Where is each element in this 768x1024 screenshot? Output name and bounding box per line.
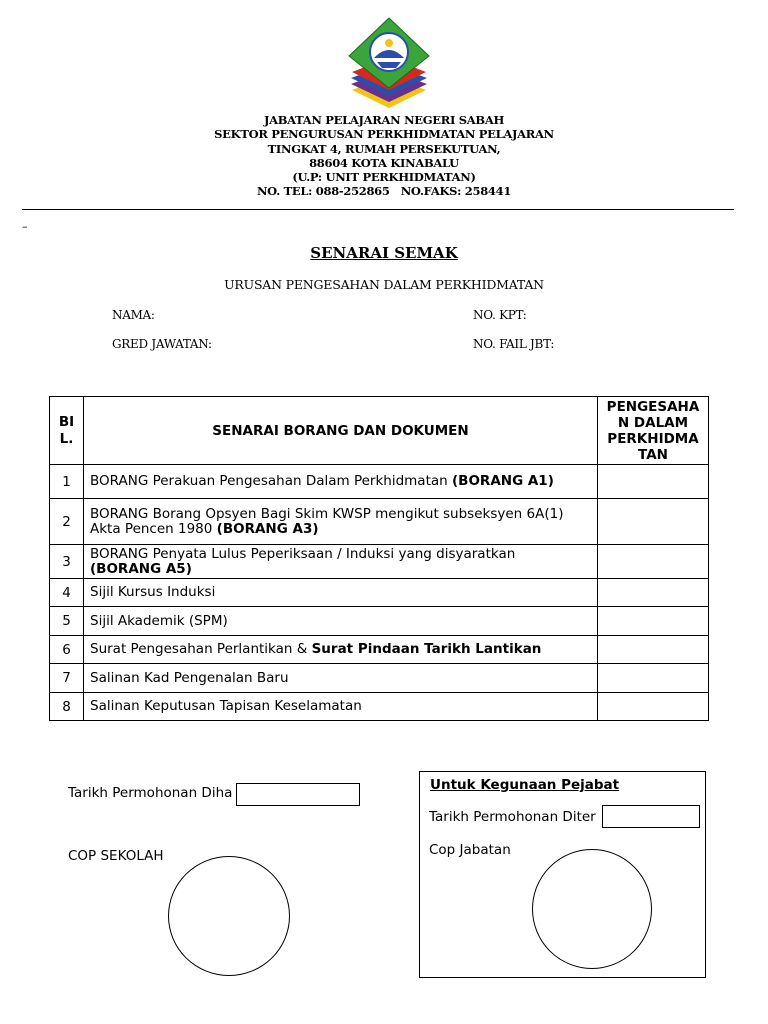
letterhead-line: SEKTOR PENGURUSAN PERKHIDMATAN PELAJARAN	[214, 127, 554, 142]
applicant-date-label: Tarikh Permohonan Diha	[68, 785, 233, 801]
office-use-title: Untuk Kegunaan Pejabat	[430, 777, 620, 793]
row-number: 5	[50, 607, 84, 636]
letterhead-line: NO. TEL: 088-252865 NO.FAKS: 258441	[256, 184, 512, 199]
row-checkbox-cell[interactable]	[598, 664, 709, 693]
header-pengesahan-line: TAN	[638, 446, 668, 463]
row-number: 8	[50, 693, 84, 721]
row-checkbox-cell[interactable]	[598, 545, 709, 579]
row-text: Salinan Kad Pengenalan Baru	[90, 669, 289, 686]
table-header-row	[50, 397, 709, 465]
row-text: Sijil Kursus Induksi	[90, 584, 216, 600]
row-number: 1	[50, 465, 84, 499]
header-divider	[22, 209, 734, 210]
row-checkbox-cell[interactable]	[598, 607, 709, 636]
table-row	[50, 636, 709, 664]
row-bold-text: Surat Pindaan Tarikh Lantikan	[311, 641, 542, 657]
row-text: Surat Pengesahan Perlantikan &	[90, 641, 312, 657]
row-document	[84, 636, 598, 664]
letterhead-line: TINGKAT 4, RUMAH PERSEKUTUAN,	[267, 141, 501, 156]
row-document	[84, 607, 598, 636]
row-text-line2: Akta Pencen 1980	[90, 520, 217, 537]
table-row	[50, 664, 709, 693]
row-number: 6	[50, 636, 84, 664]
row-text: Salinan Keputusan Tapisan Keselamatan	[90, 698, 362, 714]
header-pengesahan-line: PERKHIDMA	[607, 430, 699, 447]
letterhead	[0, 113, 768, 199]
letterhead-line: (U.P: UNIT PERKHIDMATAN)	[292, 170, 476, 185]
row-bold-text: (BORANG A5)	[90, 560, 192, 577]
table-row	[50, 579, 709, 607]
row-checkbox-cell[interactable]	[598, 499, 709, 545]
row-text: BORANG Borang Opsyen Bagi Skim KWSP mengikut subseksyen 6A(1)	[90, 505, 564, 522]
row-text: Sijil Akademik (SPM)	[90, 612, 228, 629]
page-title: SENARAI SEMAK	[310, 244, 458, 262]
field-gred-jawatan: GRED JAWATAN:	[112, 337, 212, 351]
header-pengesahan-line: PENGESAHA	[606, 398, 700, 415]
table-row	[50, 607, 709, 636]
office-stamp-circle	[532, 849, 652, 969]
row-bold-text: (BORANG A1)	[452, 473, 554, 489]
table-row	[50, 545, 709, 579]
header-senarai: SENARAI BORANG DAN DOKUMEN	[84, 397, 598, 465]
table-row	[50, 499, 709, 545]
school-stamp-circle	[168, 856, 290, 976]
row-number: 3	[50, 545, 84, 579]
row-document	[84, 664, 598, 693]
header-bil-line: L.	[59, 430, 74, 447]
field-no-kpt: NO. KPT:	[473, 308, 527, 322]
row-document	[84, 465, 598, 499]
header-bil	[50, 397, 84, 465]
header-bil-line: BI	[58, 413, 75, 430]
row-document	[84, 545, 598, 579]
field-nama: NAMA:	[112, 308, 155, 322]
row-document	[84, 693, 598, 721]
office-date-input[interactable]	[602, 805, 700, 828]
row-number: 7	[50, 664, 84, 693]
header-pengesahan	[598, 397, 709, 465]
field-no-fail: NO. FAIL JBT:	[473, 337, 555, 351]
row-checkbox-cell[interactable]	[598, 579, 709, 607]
row-checkbox-cell[interactable]	[598, 636, 709, 664]
checklist-table	[49, 396, 709, 721]
row-text: BORANG Perakuan Pengesahan Dalam Perkhidmatan	[90, 473, 452, 489]
letterhead-line: 88604 KOTA KINABALU	[309, 155, 459, 170]
row-number: 4	[50, 579, 84, 607]
row-checkbox-cell[interactable]	[598, 465, 709, 499]
row-checkbox-cell[interactable]	[598, 693, 709, 721]
office-date-label: Tarikh Permohonan Diter	[429, 809, 596, 825]
row-document	[84, 499, 598, 545]
row-number: 2	[50, 499, 84, 545]
row-bold-text: (BORANG A3)	[216, 520, 319, 537]
office-use-box	[419, 771, 706, 978]
table-row	[50, 693, 709, 721]
row-document	[84, 579, 598, 607]
divider-dash: –	[22, 220, 28, 233]
header-pengesahan-line: N DALAM	[617, 414, 689, 431]
letterhead-line: JABATAN PELAJARAN NEGERI SABAH	[263, 113, 505, 127]
row-text: BORANG Penyata Lulus Peperiksaan / Induksi yang disyaratkan	[90, 545, 516, 562]
table-row	[50, 465, 709, 499]
applicant-date-input[interactable]	[236, 783, 360, 806]
office-stamp-label: Cop Jabatan	[429, 842, 511, 858]
page-subtitle: URUSAN PENGESAHAN DALAM PERKHIDMATAN	[224, 277, 544, 292]
department-logo	[344, 16, 434, 110]
school-stamp-label: COP SEKOLAH	[68, 848, 164, 864]
